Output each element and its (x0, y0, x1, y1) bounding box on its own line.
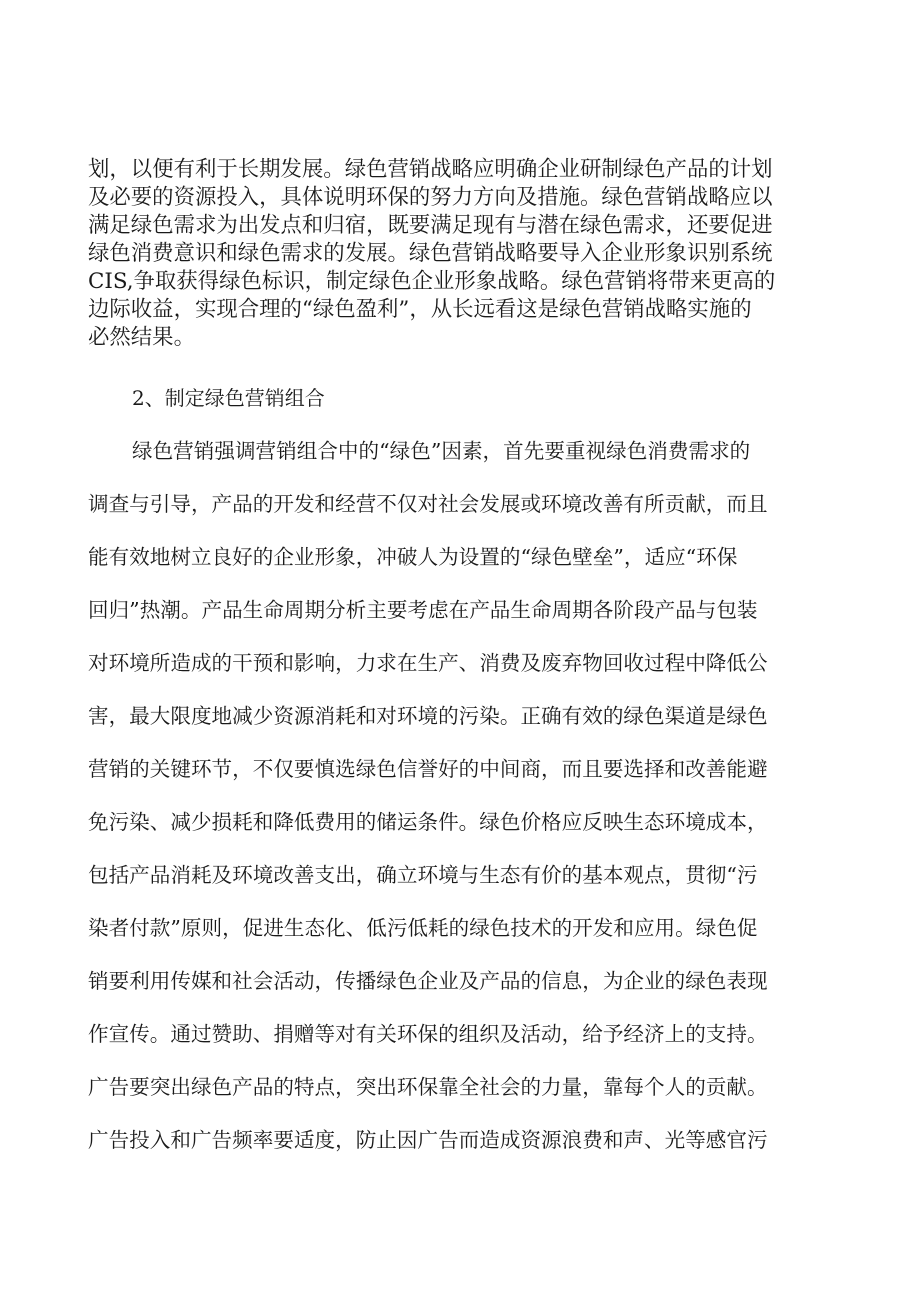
paragraph-line: 包括产品消耗及环境改善支出，确立环境与生态有价的基本观点，贯彻“污 (88, 863, 758, 887)
paragraph-line: 免污染、减少损耗和降低费用的储运条件。绿色价格应反映生态环境成本， (88, 810, 768, 834)
paragraph-line: 满足绿色需求为出发点和归宿，既要满足现有与潜在绿色需求，还要促进 (88, 213, 773, 238)
paragraph-line: 及必要的资源投入，具体说明环保的努力方向及措施。绿色营销战略应以 (88, 185, 773, 210)
paragraph-line: 必然结果。 (88, 325, 195, 350)
section-heading: 2、制定绿色营销组合 (132, 386, 325, 410)
paragraph-line: 染者付款”原则，促进生态化、低污低耗的绿色技术的开发和应用。绿色促 (88, 916, 758, 940)
paragraph-line: 绿色消费意识和绿色需求的发展。绿色营销战略要导入企业形象识别系统 (88, 241, 773, 266)
paragraph-line: 回归”热潮。产品生命周期分析主要考虑在产品生命周期各阶段产品与包装 (88, 598, 758, 622)
paragraph-line: 广告要突出绿色产品的特点，突出环保靠全社会的力量，靠每个人的贡献。 (88, 1075, 768, 1099)
paragraph-line: 划，以便有利于长期发展。绿色营销战略应明确企业研制绿色产品的计划 (88, 157, 773, 182)
paragraph-line: 害，最大限度地减少资源消耗和对环境的污染。正确有效的绿色渠道是绿色 (88, 704, 768, 728)
paragraph-line: 销要利用传媒和社会活动，传播绿色企业及产品的信息，为企业的绿色表现 (88, 969, 768, 993)
paragraph-line: 营销的关键环节，不仅要慎选绿色信誉好的中间商，而且要选择和改善能避 (88, 757, 768, 781)
paragraph-line: 边际收益，实现合理的“绿色盈利”，从长远看这是绿色营销战略实施的 (88, 297, 752, 322)
paragraph-line: 绿色营销强调营销组合中的“绿色”因素，首先要重视绿色消费需求的 (132, 439, 751, 463)
paragraph-line: CIS,争取获得绿色标识，制定绿色企业形象战略。绿色营销将带来更高的 (88, 269, 776, 294)
paragraph-line: 广告投入和广告频率要适度，防止因广告而造成资源浪费和声、光等感官污 (88, 1128, 768, 1152)
paragraph-line: 对环境所造成的干预和影响，力求在生产、消费及废弃物回收过程中降低公 (88, 651, 768, 675)
paragraph-line: 能有效地树立良好的企业形象，冲破人为设置的“绿色壁垒”，适应“环保 (88, 545, 738, 569)
paragraph-line: 调查与引导，产品的开发和经营不仅对社会发展或环境改善有所贡献，而且 (88, 492, 768, 516)
paragraph-line: 作宣传。通过赞助、捐赠等对有关环保的组织及活动，给予经济上的支持。 (88, 1022, 768, 1046)
